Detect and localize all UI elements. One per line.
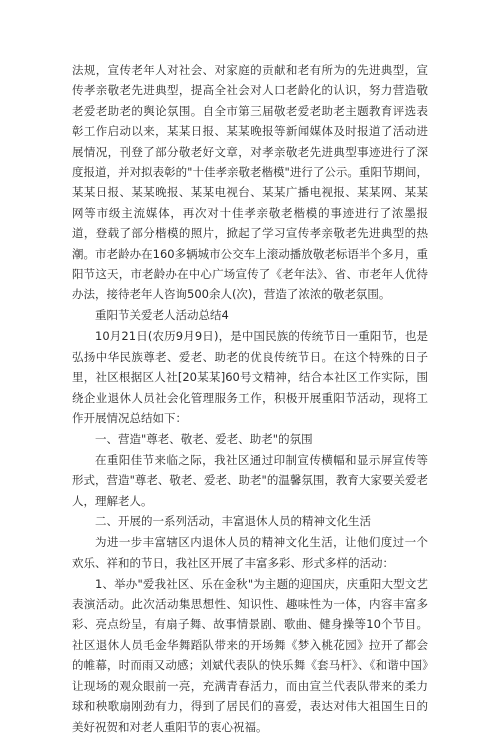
section-title: 重阳节关爱老人活动总结4 — [95, 308, 229, 323]
paragraph-continuation: 法规，宣传老年人对社会、对家庭的贡献和老有所为的先进典型，宣传孝亲敬老先进典型，提高全社会对人口老龄化的认识，努力营造敬老爱老助老的舆论氛围。自全市第三届敬老爱老助老主题教育评选表彰工作启动以来，某某日报、某某晚报等新闻媒体及时报道了活动进展情况，刊登了部分敬老好文章，对孝亲敬老先进典型事迹进行了深度报道，并对拟表彰的"十佳孝亲敬老楷模"进行了公示。重阳节期间，某某日报、某某晚报、某某电视台、某某广播电视报、某某网、某某网等市级主流媒体，再次对十佳孝亲敬老楷模的事迹进行了浓墨报道，登载了部分楷模的照片，掀起了学习宣传孝亲敬老先进典型的热潮。市老龄办在160多辆城市公交车上滚动播放敬老标语半个多月，重阳节这天，市老龄办在中心广场宣传了《老年法》、省、市老年人优待办法，接待老年人咨询500余人(次)，营造了浓浓的敬老氛围。 — [72, 63, 428, 302]
paragraph-atmosphere: 在重阳佳节来临之际，我社区通过印制宣传横幅和显示屏宣传等形式，营造"尊老、敬老、爱老、助老"的温馨氛围，教育大家要关爱老人，理解老人。 — [72, 452, 428, 508]
paragraph-activities-intro: 为进一步丰富辖区内退休人员的精神文化生活，让他们度过一个欢乐、祥和的节日，我社区开展了丰富多彩、形式多样的活动： — [72, 535, 428, 570]
subheading-atmosphere: 一、营造"尊老、敬老、爱老、助老"的氛围 — [95, 431, 313, 446]
paragraph-intro: 10月21日(农历9月9日)，是中国民族的传统节日一重阳节，也是弘扬中华民族尊老、爱老、助老的优良传统节日。在这个特殊的日子里，社区根据区人社[20某某]60号文精神，结合本社区工作实际，围绕企业退休人员社会化管理服务工作，积极开展重阳节活动，现将工作开展情况总结如下： — [72, 329, 428, 425]
subheading-activities: 二、开展的一系列活动，丰富退休人员的精神文化生活 — [95, 514, 371, 529]
paragraph-activity-1: 1、举办"爱我社区、乐在金秋"为主题的迎国庆，庆重阳大型文艺表演活动。此次活动集思想性、知识性、趣味性为一体，内容丰富多彩、亮点纷呈，有扇子舞、故事情景剧、歌曲、健身操等10个节目。社区退休人员毛金华舞蹈队带来的开场舞《梦入桃花园》拉开了都会的帷幕，时而雨又动感；刘斌代表队的快乐舞《套马杆》、《和谐中国》让现场的观众眼前一亮，充满青春活力，而由宣兰代表队带来的柔力球和秧歌扇刚劲有力，得到了居民们的喜爱，表达对伟大祖国生日的美好祝贺和对老人重阳节的衷心祝福。 — [72, 576, 428, 734]
